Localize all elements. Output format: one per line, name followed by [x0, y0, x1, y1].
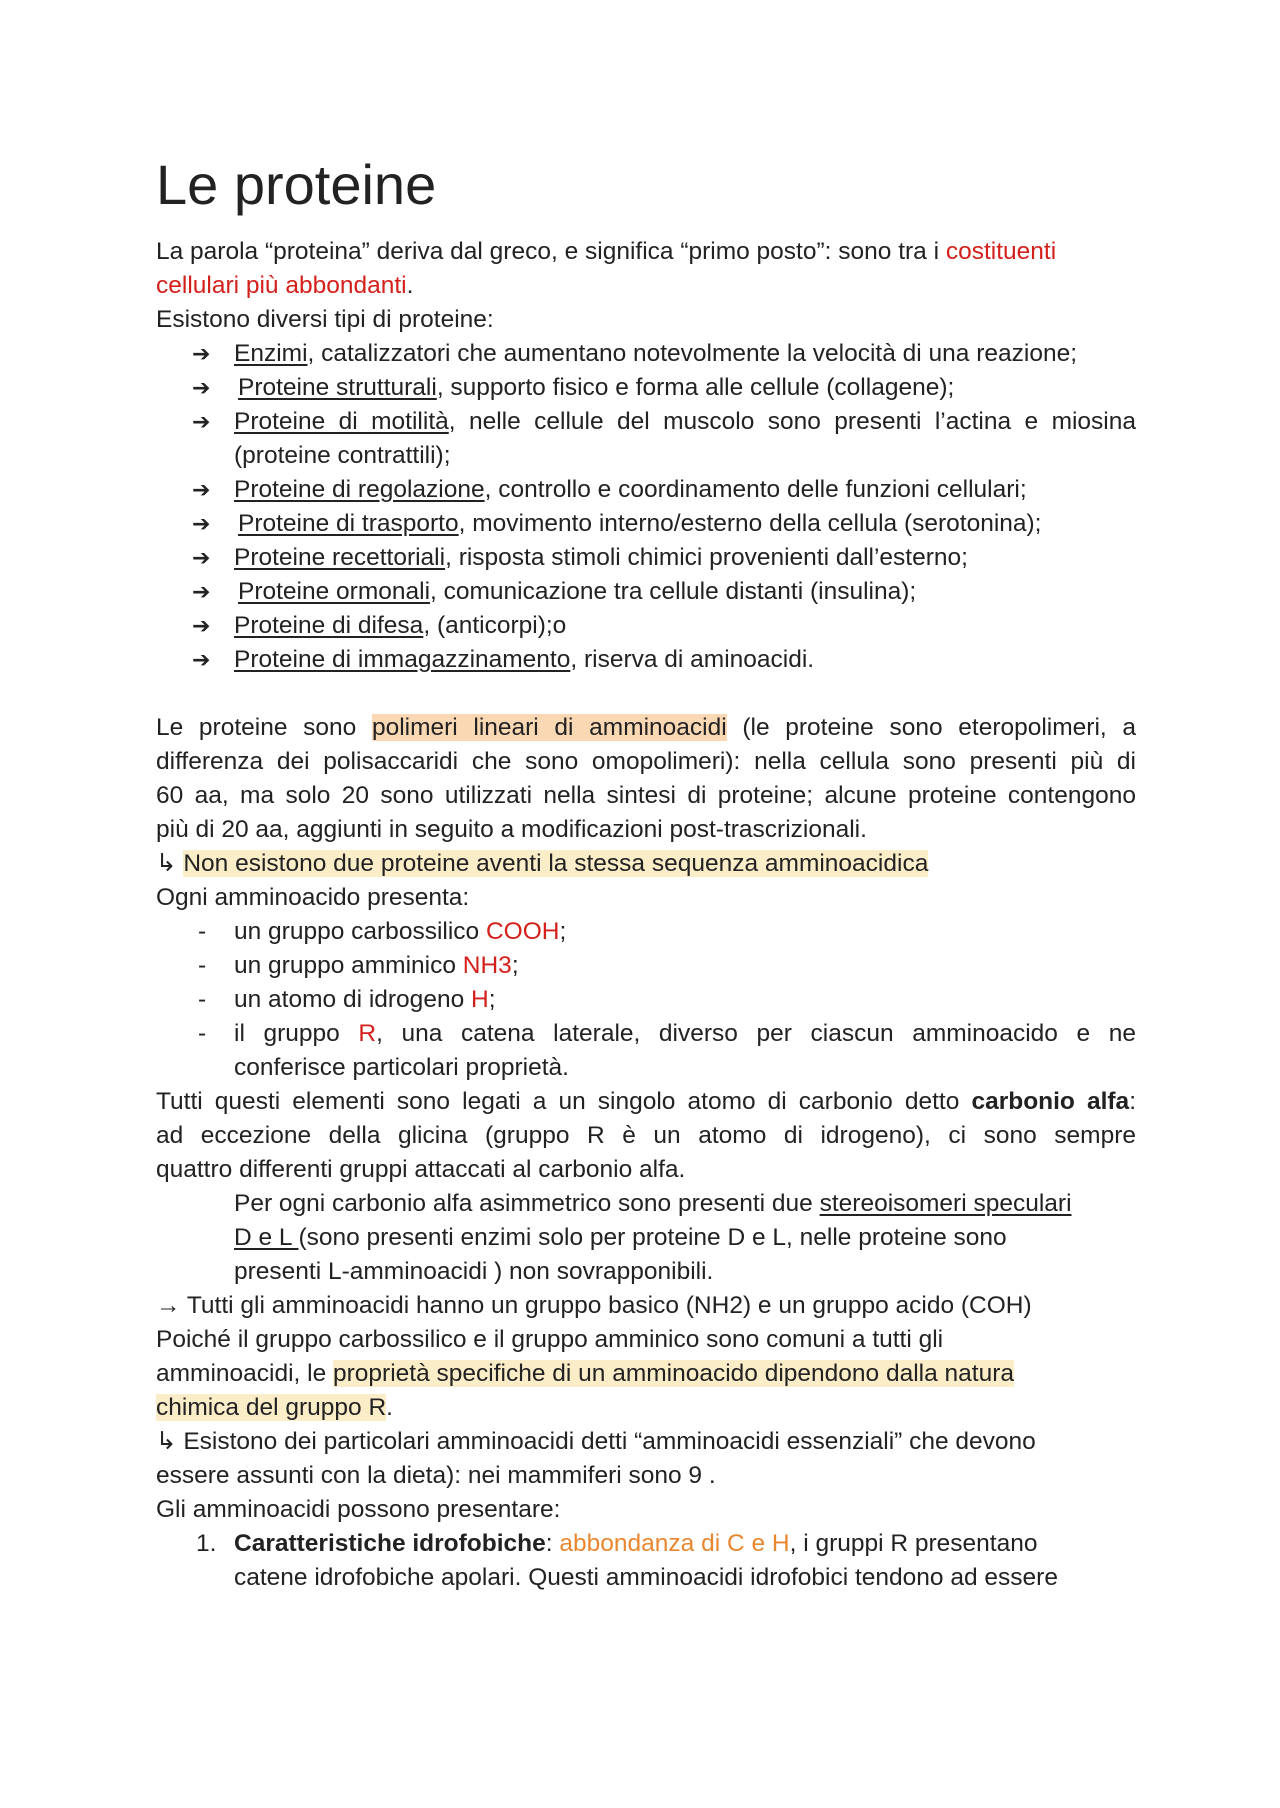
list-item: [238, 575, 916, 609]
highlight-red-text: H: [471, 986, 489, 1013]
list-text: :: [545, 1530, 560, 1557]
paragraph-text: Le proteine sono: [156, 714, 372, 741]
list-item: [234, 915, 566, 949]
paragraph-line: 60 aa, ma solo 20 sono utilizzati nella sintesi di proteine; alcune proteine contengono: [156, 782, 1136, 809]
intro-text: La parola “proteina” deriva dal greco, e significa “primo posto”: sono tra i: [156, 238, 946, 265]
term-description: , comunicazione tra cellule distanti (insulina);: [430, 578, 917, 605]
list-text: un atomo di idrogeno: [234, 986, 471, 1013]
indented-line: [234, 1221, 1007, 1255]
term-underlined: stereoisomeri speculari: [819, 1190, 1072, 1217]
arrow-bullet-icon: ➔: [192, 341, 211, 366]
term-underlined: Proteine strutturali: [238, 374, 437, 401]
paragraph-line: più di 20 aa, aggiunti in seguito a modificazioni post-trascrizionali.: [156, 816, 867, 843]
paragraph-line: ↳ Esistono dei particolari amminoacidi detti “amminoacidi essenziali” che devono: [156, 1428, 1036, 1455]
list-item: [234, 473, 1027, 507]
term-underlined: Proteine di motilità: [234, 408, 449, 435]
highlight-red-text: NH3: [462, 952, 512, 979]
list-item: [238, 507, 1041, 541]
arrow-bullet-icon: ➔: [192, 647, 211, 672]
numbered-item: [234, 1527, 1037, 1561]
list-text: , una catena laterale, diverso per ciascun amminoacido e ne: [376, 1020, 1136, 1047]
highlight-red-text: costituenti: [945, 238, 1057, 265]
list-text: ;: [488, 986, 496, 1013]
highlighted-text: proprietà specifiche di un amminoacido dipendono dalla natura: [333, 1360, 1015, 1387]
list-text: ;: [511, 952, 519, 979]
highlight-red-text: R: [358, 1020, 377, 1047]
list-item: [234, 337, 1077, 371]
intro-line-1: [156, 235, 1056, 269]
highlighted-text: polimeri lineari di amminoacidi: [371, 714, 727, 741]
indented-line: presenti L-amminoacidi ) non sovrapponibili.: [234, 1258, 714, 1285]
term-description: , (anticorpi);o: [423, 612, 567, 639]
dash-bullet: -: [198, 986, 207, 1013]
term-underlined: Proteine ormonali: [238, 578, 431, 605]
paragraph-text: .: [386, 1394, 393, 1421]
term-underlined: Proteine recettoriali: [234, 544, 446, 571]
intro-line-2: [156, 269, 413, 303]
term-underlined: Proteine di trasporto: [238, 510, 459, 537]
intro-text: .: [406, 272, 414, 299]
bold-term: Caratteristiche idrofobiche: [234, 1530, 546, 1557]
highlighted-text: Non esistono due proteine aventi la stessa sequenza amminoacidica: [183, 850, 929, 877]
return-arrow-icon: ↳: [156, 850, 184, 877]
term-underlined: Proteine di immagazzinamento: [234, 646, 571, 673]
paragraph-line: [156, 847, 928, 881]
list-item: [234, 1017, 1136, 1051]
paragraph-line: ad eccezione della glicina (gruppo R è un atomo di idrogeno), ci sono sempre: [156, 1122, 1136, 1149]
list-text: , i gruppi R presentano: [789, 1530, 1038, 1557]
list-item: [238, 371, 954, 405]
highlighted-text: chimica del gruppo R: [156, 1394, 387, 1421]
term-description: , nelle cellule del muscolo sono presenti l’actina e miosina: [448, 408, 1136, 435]
highlight-red-text: COOH: [485, 918, 560, 945]
paragraph-line: Poiché il gruppo carbossilico e il gruppo amminico sono comuni a tutti gli: [156, 1326, 944, 1353]
list-item: [234, 609, 566, 643]
paragraph-line: essere assunti con la dieta): nei mammiferi sono 9 .: [156, 1462, 716, 1489]
term-underlined: Proteine di regolazione: [234, 476, 485, 503]
term-underlined: Proteine di difesa: [234, 612, 424, 639]
term-underlined: Enzimi: [234, 340, 308, 367]
dash-bullet: -: [198, 918, 207, 945]
dash-bullet: -: [198, 952, 207, 979]
list-text: ;: [559, 918, 567, 945]
dash-bullet: -: [198, 1020, 207, 1047]
list-number: 1.: [196, 1530, 217, 1557]
bold-term: carbonio alfa: [971, 1088, 1130, 1115]
term-description: , risposta stimoli chimici provenienti dall’esterno;: [445, 544, 968, 571]
list-text: un gruppo amminico: [234, 952, 463, 979]
list-item: [234, 983, 496, 1017]
term-description: , movimento interno/esterno della cellula (serotonina);: [458, 510, 1042, 537]
paragraph-line: [156, 1085, 1136, 1119]
list-item: [234, 541, 968, 575]
paragraph-text: Per ogni carbonio alfa asimmetrico sono presenti due: [234, 1190, 820, 1217]
page-title: Le proteine: [156, 153, 437, 216]
paragraph-line: [156, 1391, 393, 1425]
term-description: , supporto fisico e forma alle cellule (collagene);: [436, 374, 955, 401]
list-text: un gruppo carbossilico: [234, 918, 486, 945]
arrow-bullet-icon: ➔: [192, 545, 211, 570]
paragraph-text: (sono presenti enzimi solo per proteine D e L, nelle proteine sono: [298, 1224, 1007, 1251]
highlight-orange-text: abbondanza di C e H: [559, 1530, 790, 1557]
paragraph-line: [156, 1357, 1014, 1391]
list-item-continuation: (proteine contrattili);: [234, 442, 451, 469]
paragraph-text: :: [1129, 1088, 1136, 1115]
term-description: , controllo e coordinamento delle funzioni cellulari;: [484, 476, 1027, 503]
intro-line-3: Esistono diversi tipi di proteine:: [156, 306, 494, 333]
list-text: il gruppo: [234, 1020, 359, 1047]
paragraph-line: → Tutti gli amminoacidi hanno un gruppo basico (NH2) e un gruppo acido (COH): [156, 1292, 1032, 1319]
arrow-bullet-icon: ➔: [192, 477, 211, 502]
arrow-bullet-icon: ➔: [192, 613, 211, 638]
list-item-continuation: conferisce particolari proprietà.: [234, 1054, 569, 1081]
paragraph-line: Gli amminoacidi possono presentare:: [156, 1496, 561, 1523]
list-item: [234, 643, 814, 677]
list-item: [234, 949, 519, 983]
arrow-bullet-icon: ➔: [192, 375, 211, 400]
arrow-bullet-icon: ➔: [192, 511, 211, 536]
paragraph-text: amminoacidi, le: [156, 1360, 334, 1387]
indented-line: [234, 1187, 1072, 1221]
term-underlined: D e L: [234, 1224, 299, 1251]
paragraph-text: (le proteine sono eteropolimeri, a: [726, 714, 1136, 741]
paragraph-line: Ogni amminoacido presenta:: [156, 884, 470, 911]
paragraph-text: Tutti questi elementi sono legati a un singolo atomo di carbonio detto: [156, 1088, 972, 1115]
paragraph-line: [156, 711, 1136, 745]
highlight-red-text: cellulari più abbondanti: [156, 272, 407, 299]
paragraph-line: quattro differenti gruppi attaccati al carbonio alfa.: [156, 1156, 686, 1183]
paragraph-line: differenza dei polisaccaridi che sono omopolimeri): nella cellula sono presenti più di: [156, 748, 1136, 775]
arrow-bullet-icon: ➔: [192, 409, 211, 434]
list-item: [234, 405, 1136, 439]
term-description: , catalizzatori che aumentano notevolmente la velocità di una reazione;: [307, 340, 1078, 367]
term-description: , riserva di aminoacidi.: [570, 646, 815, 673]
numbered-item-continuation: catene idrofobiche apolari. Questi amminoacidi idrofobici tendono ad essere: [234, 1564, 1058, 1591]
arrow-bullet-icon: ➔: [192, 579, 211, 604]
